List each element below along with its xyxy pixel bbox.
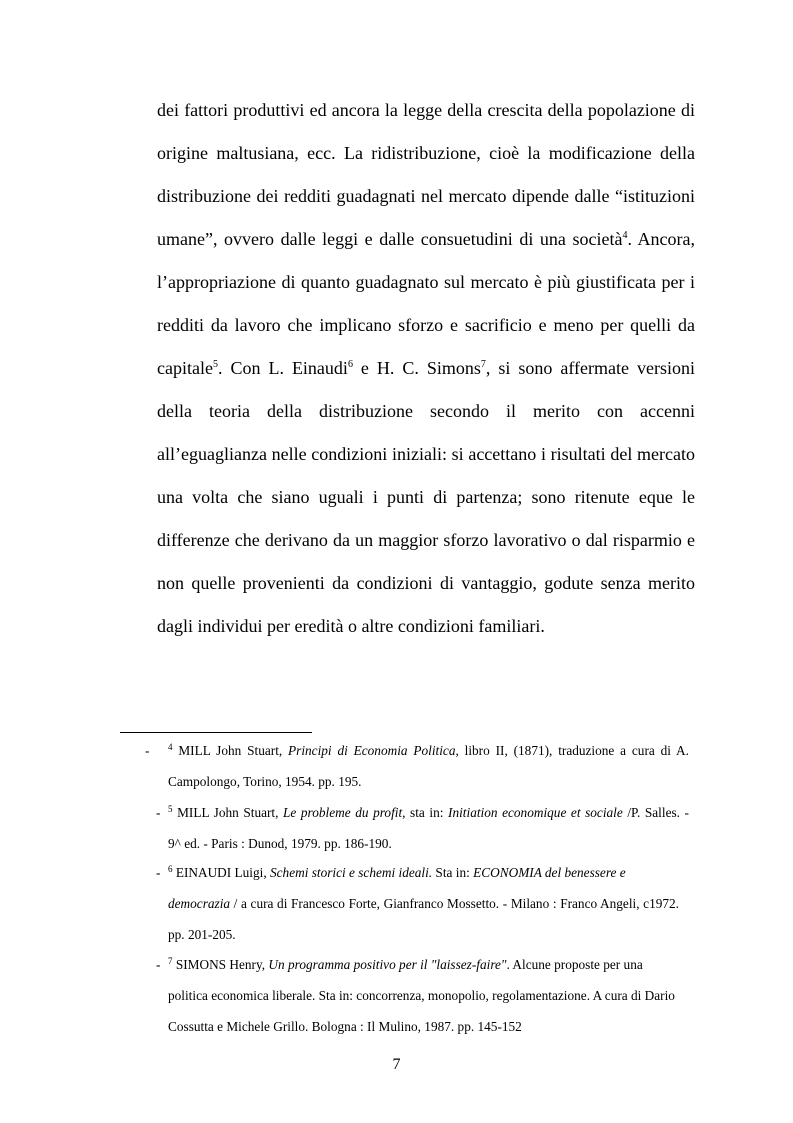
footnote-line: democrazia / a cura di Francesco Forte, Gianfranco Mossetto. - Milano : Franco Angeli, c1972.: [168, 896, 679, 911]
footnote-line: politica economica liberale. Sta in: concorrenza, monopolio, regolamentazione. A cura di Dario: [168, 988, 675, 1003]
footnote-dash: -: [156, 805, 161, 820]
footnote-ref-5[interactable]: 5: [212, 359, 218, 370]
footnote-line: $^5$ MILL John Stuart, Le probleme du profit, sta in: Initiation economique et sociale /P. Salles. -: [168, 804, 689, 820]
footnote-ref-4[interactable]: 4: [622, 230, 628, 241]
footnote-4: [145, 735, 689, 797]
main-text: [157, 89, 695, 648]
footnote-dash: -: [156, 957, 161, 972]
footnote-line: $^7$ SIMONS Henry, Un programma positivo per il "laissez-faire". Alcune proposte per una: [168, 956, 643, 972]
footnote-ref-6[interactable]: 6: [347, 359, 353, 370]
body-paragraph: dei fattori produttivi ed ancora la legge della crescita della popolazione di origine maltusiana, ecc. La ridistribuzione, cioè la modificazione della distribuzione dei redditi guadagnati nel mercato dipende dalle “istituzioni umane”, ovvero dalle leggi e dalle consuetudini di una società$^4$. Ancora, l’appropriazione di quanto guadagnato sul mercato è più giustificata per i redditi da lavoro che implicano sforzo e sacrificio e meno per quelli da capitale$^5$. Con L. Einaudi$^6$ e H. C. Simons$^7$, si sono affermate versioni della teoria della distribuzione secondo il merito con accenni all’eguaglianza nelle condizioni iniziali: si accettano i risultati del mercato una volta che siano uguali i punti di partenza; sono ritenute eque le differenze che derivano da un maggior sforzo lavorativo o dal risparmio e non quelle provenienti da condizioni di vantaggio, godute senza merito dagli individui per eredità o altre condizioni familiari.: [157, 100, 695, 636]
footnote-6: [156, 857, 679, 950]
footnote-5: [156, 797, 689, 859]
footnote-separator: [120, 732, 312, 733]
footnote-line: Campolongo, Torino, 1954. pp. 195.: [168, 774, 362, 789]
footnote-7: [156, 949, 680, 1042]
footnote-dash: -: [145, 743, 150, 758]
footnote-line: 9^ ed. - Paris : Dunod, 1979. pp. 186-190.: [168, 836, 392, 851]
footnote-dash: -: [156, 865, 161, 880]
footnote-line: Cossutta e Michele Grillo. Bologna : Il Mulino, 1987. pp. 145-152: [168, 1019, 522, 1034]
footnote-line: $^4$ MILL John Stuart, Principi di Economia Politica, libro II, (1871), traduzione a cura di A.: [168, 742, 689, 758]
footnote-line: pp. 201-205.: [168, 927, 236, 942]
page-number: 7: [392, 1056, 401, 1073]
footnote-line: $^6$ EINAUDI Luigi, Schemi storici e schemi ideali. Sta in: ECONOMIA del benessere e: [168, 864, 626, 880]
footnote-ref-7[interactable]: 7: [480, 359, 486, 370]
